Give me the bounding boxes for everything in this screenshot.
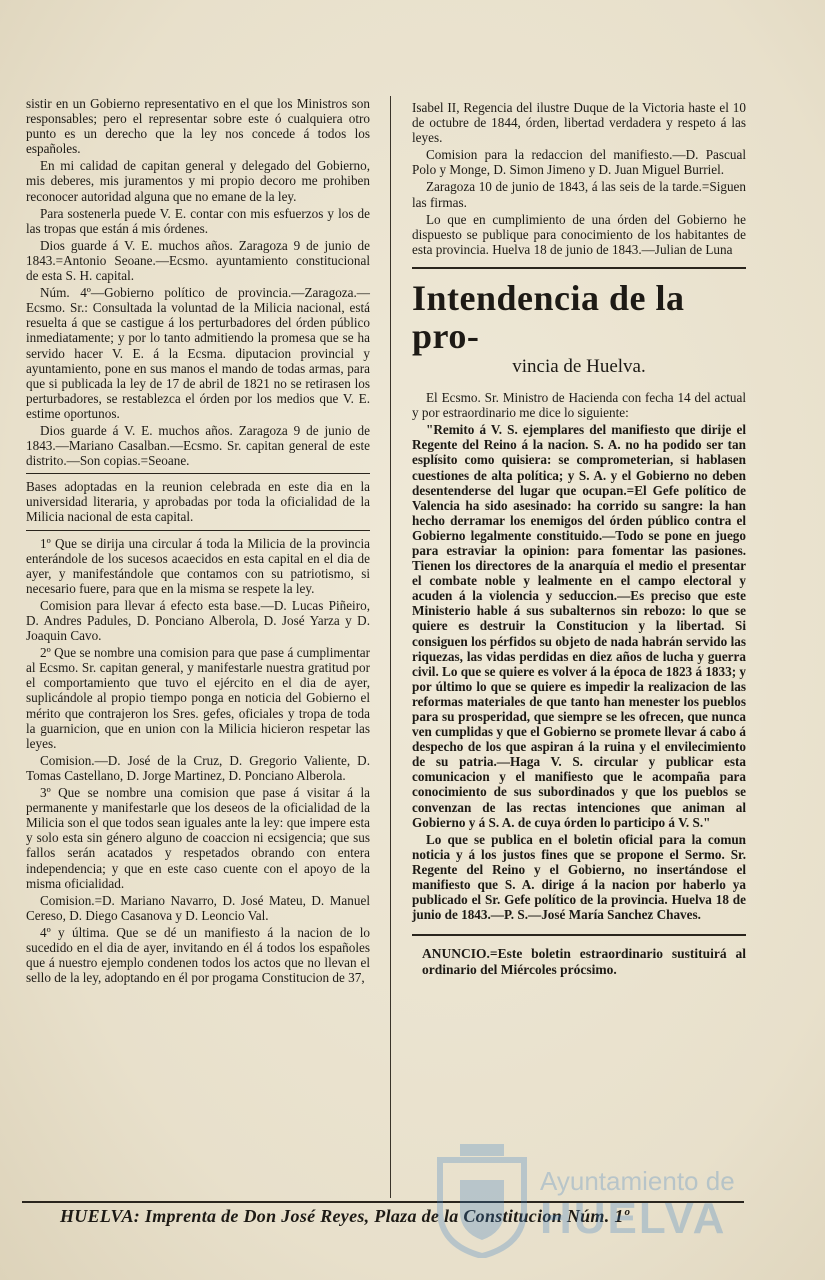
section-divider [412,934,746,936]
paragraph: 3º Que se nombre una comision que pase á visitar á la permanente y manifestarle que los deseos de la oficialidad de la Milicia son el que todos sean iguales ante la ley: que impere esta y solo esta sin género alguno de coaccion ni ecsigencia; que sus fallos serán acatados y respetados obrando con entera independencia; y que en este caso cuente con el apoyo de la misma oficialidad. [26,785,370,891]
paragraph: Dios guarde á V. E. muchos años. Zaragoza 9 de junio de 1843.—Mariano Casalban.—Ecsmo. Sr. capitan general de este distrito.—Son copias.=Seoane. [26,422,370,469]
section-divider [26,473,370,474]
paragraph: Para sostenerla puede V. E. contar con mis esfuerzos y los de las tropas que están á mis órdenes. [26,205,370,236]
left-column [26,96,370,987]
watermark-line2: HUELVA [540,1194,727,1243]
section-divider [412,267,746,269]
paragraph: Isabel II, Regencia del ilustre Duque de la Victoria haste el 10 de octubre de 1844, órden, libertad verdadera y respeto á las leyes. [412,100,746,146]
paragraph: Bases adoptadas en la reunion celebrada en este dia en la universidad literaria, y aprobadas por toda la oficialidad de la Milicia nacional de esta capital. [26,479,370,525]
paragraph: Comision para llevar á efecto esta base.—D. Lucas Piñeiro, D. Andres Padules, D. Ponciano Alberola, D. José Yarza y D. Joaquin Cavo. [26,597,370,644]
paragraph: Lo que se publica en el boletin oficial para la comun noticia y á los justos fines que se propone el Sermo. Sr. Regente del Reino y el Gobierno, no insertándose el manifiesto que S. A. dirige á la nacion por haberlo ya publicado el Sr. Gefe político de la provincia. Huelva 18 de junio de 1843.—P. S.—José María Sanchez Chaves. [412,831,746,923]
section-headline: Intendencia de la pro- [412,277,685,356]
section-subheadline: vincia de Huelva. [512,355,646,377]
paragraph: Comision.=D. Mariano Navarro, D. José Mateu, D. Manuel Cereso, D. Diego Casanova y D. Leoncio Val. [26,892,370,923]
section-divider [26,530,370,531]
paragraph: Lo que en cumplimiento de una órden del Gobierno he dispuesto se publique para conocimiento de los habitantes de esta provincia. Huelva 18 de junio de 1843.—Julian de Luna [412,211,746,257]
quoted-manifesto: "Remito á V. S. ejemplares del manifiesto que dirije el Regente del Reino á la nacion. S. A. no ha podido ser tan esplísito como quisiera: se comprometerian, si hablasen cuestiones de alta política; y S. A. y el Gobierno no deben desentenderse del lugar que ocupan.=El Gefe político de Valencia ha sido asesinado: ha corrido su sangre: la han hecho derramar los enemigos del órden público contra el Gobierno legalmente constituido.—Todo se pone en juego para estraviar la opinion: para fomentar las pasiones. Tienen los directores de la anarquía el medio el presentar el combate noble y lealmente en el campo electoral y acuden á la violencia y seduccion.—Es preciso que este Ministerio hable á sus subalternos sin rebozo: lo que se quiere es destruir la Constitucion y la libertad. Si consiguen los pérfidos su objeto de nada habrán servido las riquezas, las vidas perdidas en diez años de lucha y guerra civil. Lo que se quiere es volver á la época de 1823 á 1833; y por último lo que se quiere es impedir la realizacion de las reformas materiales de que tanto han menester los pueblos para su prosperidad, que siempre se les ofrecen, que nunca ven cumplidas y que el Gobierno se promete llevar á cabo á despecho de los que aspiran á la ruina y el envilecimiento de su patria.—Haga V. S. circular y publicar esta comunicacion y el manifiesto que le acompaña para conocimiento de sus subordinados y que los pueblos se convenzan de las rectas intenciones que animan al Gobierno y á S. A. de cuya órden lo participo á V. S." [412,422,746,830]
coat-of-arms-icon [430,1140,534,1258]
paragraph: Comision para la redaccion del manifiesto.—D. Pascual Polo y Monge, D. Simon Jimeno y D. Juan Miguel Burriel. [412,147,746,178]
paragraph: 1º Que se dirija una circular á toda la Milicia de la provincia enterándole de los sucesos acaecidos en esta capital en el dia de ayer, y manifestándole que contamos con su patriotismo, si necesario fuere, para que en la misma se respete la ley. [26,535,370,596]
imprint-footer: HUELVA: Imprenta de Don José Reyes, Plaza de la Constitucion Núm. 1º [60,1206,630,1226]
paragraph: El Ecsmo. Sr. Ministro de Hacienda con fecha 14 del actual y por estraordinario me dice lo siguiente: [412,390,746,421]
paragraph: 4º y última. Que se dé un manifiesto á la nacion de lo sucedido en el dia de ayer, invitando en él á todos los españoles que á nuestro ejemplo condenen todos los actos que no llevan el sello de la ley, adoptando en él por progama Constitucion de 37, [26,924,370,986]
announcement: ANUNCIO.=Este boletin estraordinario sustituirá al ordinario del Miércoles prócsimo. [422,946,746,978]
paragraph: sistir en un Gobierno representativo en el que los Ministros son responsables; pero el representar sobre este ó cualquiera otro punto es un derecho que la ley nos concede á todos los españoles. [26,96,370,157]
column-divider [390,96,391,1198]
paragraph: Dios guarde á V. E. muchos años. Zaragoza 9 de junio de 1843.=Antonio Seoane.—Ecsmo. ayuntamiento constitucional de esta S. H. capital. [26,237,370,284]
watermark-line1: Ayuntamiento de [540,1166,735,1196]
paragraph: Zaragoza 10 de junio de 1843, á las seis de la tarde.=Siguen las firmas. [412,179,746,210]
right-column [412,100,746,978]
paragraph: 2º Que se nombre una comision para que pase á cumplimentar al Ecsmo. Sr. capitan general, y manifestarle nuestra gratitud por el comportamiento que tuvo el ejército en el dia de ayer, suplicándole al propio tiempo ponga en noticia del Gobierno el mérito que contrajeron los Sres. gefes, oficiales y tropa de toda la guarnicion, que en union con la Milicia hicieron respetar las leyes. [26,645,370,751]
archive-watermark [420,1130,780,1260]
paragraph: Comision.—D. José de la Cruz, D. Gregorio Valiente, D. Tomas Castellano, D. Jorge Martinez, D. Ponciano Alberola. [26,752,370,783]
paragraph: En mi calidad de capitan general y delegado del Gobierno, mis deberes, mis juramentos y mi propio decoro me prohiben reconocer autoridad alguna que no emane de la ley. [26,158,370,204]
paragraph: Núm. 4º—Gobierno político de provincia.—Zaragoza.—Ecsmo. Sr.: Consultada la voluntad de la Milicia nacional, está resuelta á que se castigue á los perturbadores del órden público inmediatamente; y por lo tanto admitiendo la promesa que se ha servido hacer V. E. á la Ecsma. diputacion provincial y ayuntamiento, pone en sus manos el mando de todas armas, para que si publicada la ley de 17 de abril de 1821 no se retirasen los perturbadores, se restablezca el órden por los medios que V. E. estime oportunos. [26,285,370,421]
